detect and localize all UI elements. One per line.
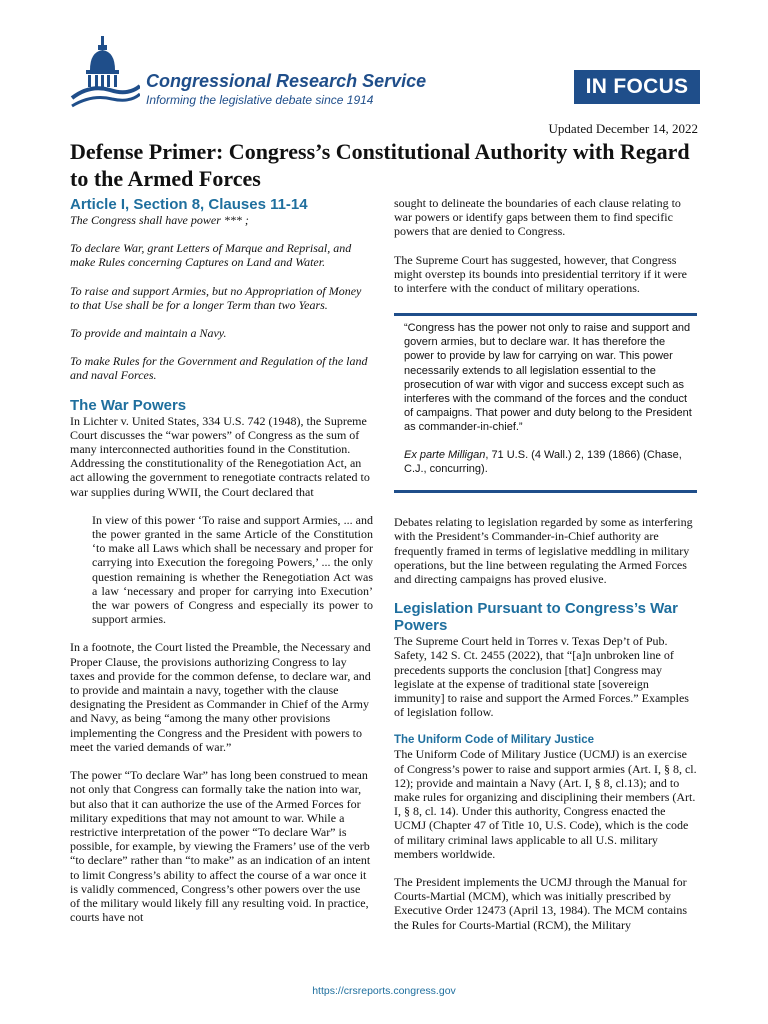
footnote-paragraph: In a footnote, the Court listed the Preamble, the Necessary and Proper Clause, the provisions authorizing Congress to lay taxes and provide for the common defense, to declare war, and to provide and maintain a navy, together with the clause designating the President as Commander in Chief of the Army and Navy, as being “among the many other provisions implementing the Congress and the President with powers to meet the varied demands of war.”	[70, 640, 371, 754]
updated-date: Updated December 14, 2022	[548, 121, 698, 136]
clause-14: To make Rules for the Government and Regulation of the land and naval Forces.	[70, 354, 368, 383]
milligan-quote-box	[394, 313, 697, 493]
report-header	[70, 30, 700, 115]
org-tagline: Informing the legislative debate since 1914	[146, 93, 374, 107]
debates-paragraph: Debates relating to legislation regarded by some as interfering with the President’s Commander-in-Chief authority are frequently framed in terms of legislative meddling in military operations, but the line between regulating the Armed Forces and directing campaigns has proved elusive.	[394, 515, 693, 586]
continued-paragraph: sought to delineate the boundaries of each clause relating to war powers or identify gaps between them to find specific powers that are denied to Congress.	[394, 196, 681, 239]
page-title: Defense Primer: Congress’s Constitutional Authority with Regard to the Armed Forces	[70, 139, 690, 191]
declare-war-paragraph: The power “To declare War” has long been construed to mean not only that Congress can formally take the nation into war, but also that it can authorize the use of the Armed Forces for military expeditions that may not amount to war. While a restrictive interpretation of the power “To declare War” is possible, for example, by viewing the Framers’ use of the verb “to declare” rather than “to make” as an indication of an intent to limit Congress’s ability to affect the course of a war once it is validly commenced, Congress’s other powers over the use of the military would likely fill any resulting void. In practice, courts have not	[70, 768, 371, 925]
ucmj-paragraph: The Uniform Code of Military Justice (UCMJ) is an exercise of Congress’s power to raise and support armies (Art. I, § 8, cl. 12); provide and maintain a Navy (Art. I, § 8, cl.13); and to make rules for organizing and disciplining their members (Art. I, § 8, cl. 14). Under this authority, Congress enacted the UCMJ (Chapter 47 of Title 10, U.S. Code), which is the code of military criminal laws applicable to all U.S. military members worldwide.	[394, 747, 697, 861]
right-column	[394, 196, 697, 932]
citation-details: , 71 U.S. (4 Wall.) 2, 139 (1866) (Chase, C.J., concurring).	[404, 448, 682, 476]
lichter-paragraph: In Lichter v. United States, 334 U.S. 742 (1948), the Supreme Court discusses the “war powers” of Congress as the sum of many interconnected authorities found in the Constitution. Addressing the constitutionality of the Renegotiation Act, an act allowing the government to renegotiate contracts related to war supplies during WWII, the Court declared that	[70, 413, 370, 499]
in-focus-badge: IN FOCUS	[574, 70, 700, 104]
torres-paragraph: The Supreme Court held in Torres v. Texas Dep’t of Pub. Safety, 142 S. Ct. 2455 (2022), that “[a]n unbroken line of precedents supports the conclusion [that] Congress may legislate at the expense of traditional state [sovereign immunity] to raise and support the Armed Forces.” Examples of legislation follow.	[394, 634, 689, 720]
clause-13: To provide and maintain a Navy.	[70, 326, 227, 341]
footer-url-link[interactable]: https://crsreports.congress.gov	[312, 985, 456, 997]
ucmj-heading: The Uniform Code of Military Justice	[394, 734, 594, 747]
org-name: Congressional Research Service	[146, 71, 427, 91]
court-blockquote: In view of this power ‘To raise and support Armies, ... and the power granted in the same Article of the Constitution ‘to make all Laws which shall be necessary and proper for carrying into Execution the foregoing Powers,’ ... the only question remaining is whether the Renegotiation Act was a law ‘necessary and proper for carrying into Execution’ the war powers of Congress and especially its power to support armies.	[92, 512, 373, 627]
president-paragraph: The President implements the UCMJ through the Manual for Courts-Martial (MCM), which was initially prescribed by Executive Order 12473 (April 13, 1984). The MCM contains the Rules for Courts-Martial (RCM), the Military	[394, 875, 688, 932]
quote-text: “Congress has the power not only to raise and support and govern armies, but to declare war. It has therefore the power to provide by law for carrying on war. This power necessarily extends to all legislation essential to the prosecution of war with vigor and success except such as interferes with the command of the forces and the conduct of campaigns. That power and duty belong to the President as commander-in-chief.”	[404, 322, 692, 433]
supreme-court-paragraph: The Supreme Court has suggested, however, that Congress might overstep its bounds into presidential territory if it were to interfere with the conduct of military operations.	[394, 252, 687, 296]
citation-case-name: Ex parte Milligan	[404, 448, 486, 461]
left-column	[70, 196, 373, 924]
clause-intro: The Congress shall have power *** ;	[70, 213, 249, 227]
clause-12: To raise and support Armies, but no Appropriation of Money to that Use shall be for a longer Term than two Years.	[70, 283, 362, 312]
quote-citation	[404, 448, 697, 476]
war-powers-heading: The War Powers	[70, 396, 187, 414]
legislation-heading: Legislation Pursuant to Congress’s War Powers	[394, 600, 678, 635]
clause-11: To declare War, grant Letters of Marque and Reprisal, and make Rules concerning Captures on Land and Water.	[70, 241, 352, 270]
article-heading: Article I, Section 8, Clauses 11-14	[70, 196, 308, 213]
capitol-dome-icon	[70, 36, 140, 112]
